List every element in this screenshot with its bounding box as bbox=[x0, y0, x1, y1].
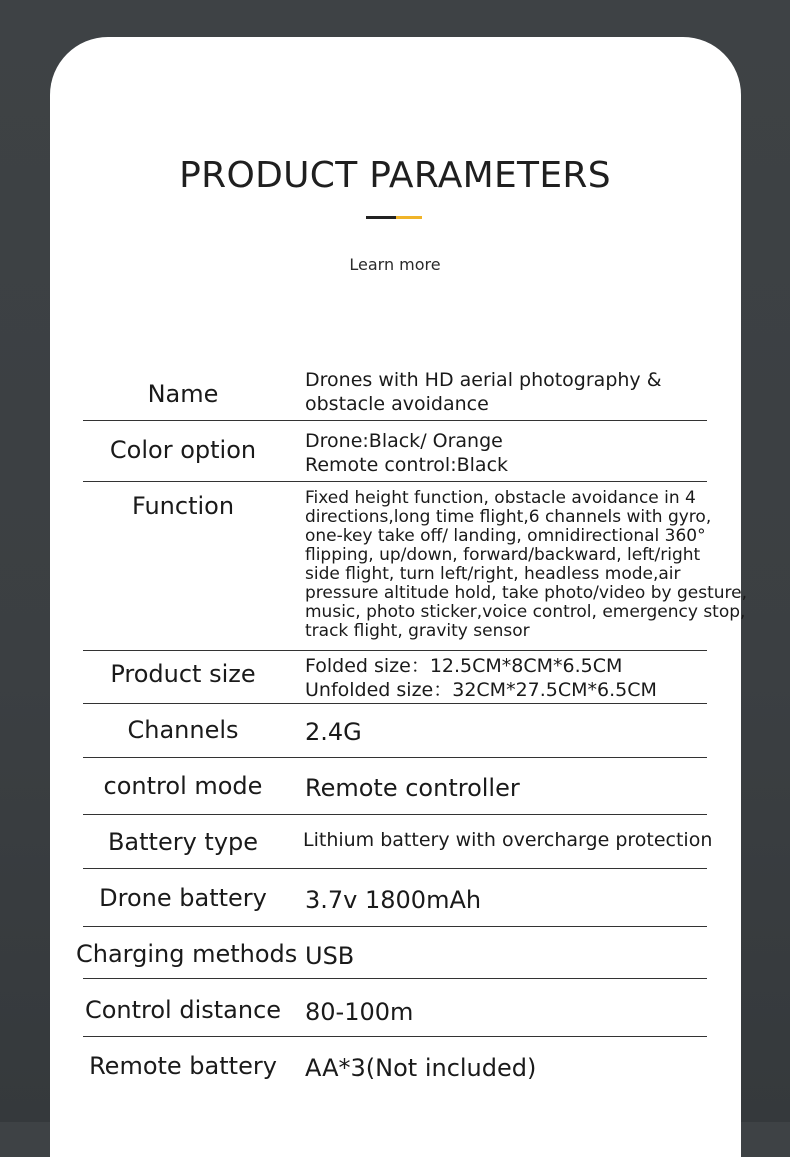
title-underline-dark bbox=[366, 216, 396, 219]
param-value-charging-methods: USB bbox=[305, 942, 355, 970]
param-value-line: Unfolded size：32CM*27.5CM*6.5CM bbox=[305, 679, 657, 701]
param-label-product-size: Product size bbox=[110, 660, 256, 688]
learn-more-link[interactable]: Learn more bbox=[349, 255, 441, 274]
param-value-product-size bbox=[305, 654, 657, 702]
param-value-line: Fixed height function, obstacle avoidance in 4 bbox=[305, 488, 696, 508]
param-label-charging-methods: Charging methods bbox=[76, 940, 298, 968]
param-value-line: track flight, gravity sensor bbox=[305, 621, 530, 641]
param-value-line: flipping, up/down, forward/backward, left/right bbox=[305, 545, 701, 565]
row-divider bbox=[83, 814, 707, 815]
param-value-line: one-key take off/ landing, omnidirectional 360° bbox=[305, 526, 706, 546]
row-divider bbox=[83, 650, 707, 651]
param-value-function bbox=[305, 489, 747, 641]
row-divider bbox=[83, 481, 707, 482]
title-underline-accent bbox=[396, 216, 422, 219]
param-value-line: Folded size：12.5CM*8CM*6.5CM bbox=[305, 655, 623, 677]
param-value-remote-battery: AA*3(Not included) bbox=[305, 1054, 537, 1082]
page-title: PRODUCT PARAMETERS bbox=[179, 155, 611, 196]
row-divider bbox=[83, 926, 707, 927]
param-value-control-distance: 80-100m bbox=[305, 998, 414, 1026]
row-divider bbox=[83, 757, 707, 758]
param-label-control-mode: control mode bbox=[103, 772, 263, 800]
param-label-drone-battery: Drone battery bbox=[99, 884, 267, 912]
param-value-line: side flight, turn left/right, headless mode,air bbox=[305, 564, 681, 584]
param-label-remote-battery: Remote battery bbox=[89, 1052, 277, 1080]
row-divider bbox=[83, 868, 707, 869]
param-value-battery-type: Lithium battery with overcharge protection bbox=[303, 829, 713, 851]
param-value-line: obstacle avoidance bbox=[305, 393, 489, 415]
param-label-control-distance: Control distance bbox=[84, 996, 282, 1024]
param-value-line: Drones with HD aerial photography & bbox=[305, 369, 662, 391]
param-value-name bbox=[305, 368, 662, 416]
param-value-line: Remote control:Black bbox=[305, 454, 509, 476]
param-label-name: Name bbox=[147, 380, 219, 408]
param-label-function: Function bbox=[131, 492, 235, 520]
param-value-line: pressure altitude hold, take photo/video by gesture, bbox=[305, 583, 748, 603]
row-divider bbox=[83, 703, 707, 704]
param-label-color-option: Color option bbox=[109, 436, 257, 464]
param-value-line: Drone:Black/ Orange bbox=[305, 430, 503, 452]
row-divider bbox=[83, 1036, 707, 1037]
param-value-drone-battery: 3.7v 1800mAh bbox=[305, 886, 482, 914]
row-divider bbox=[83, 420, 707, 421]
param-value-channels: 2.4G bbox=[305, 718, 362, 746]
param-label-battery-type: Battery type bbox=[107, 828, 259, 856]
row-divider bbox=[83, 978, 707, 979]
param-label-channels: Channels bbox=[127, 716, 239, 744]
param-value-control-mode: Remote controller bbox=[305, 774, 520, 802]
param-value-color-option bbox=[305, 429, 508, 477]
param-value-line: directions,long time flight,6 channels with gyro, bbox=[305, 507, 712, 527]
param-value-line: music, photo sticker,voice control, emergency stop, bbox=[305, 602, 746, 622]
